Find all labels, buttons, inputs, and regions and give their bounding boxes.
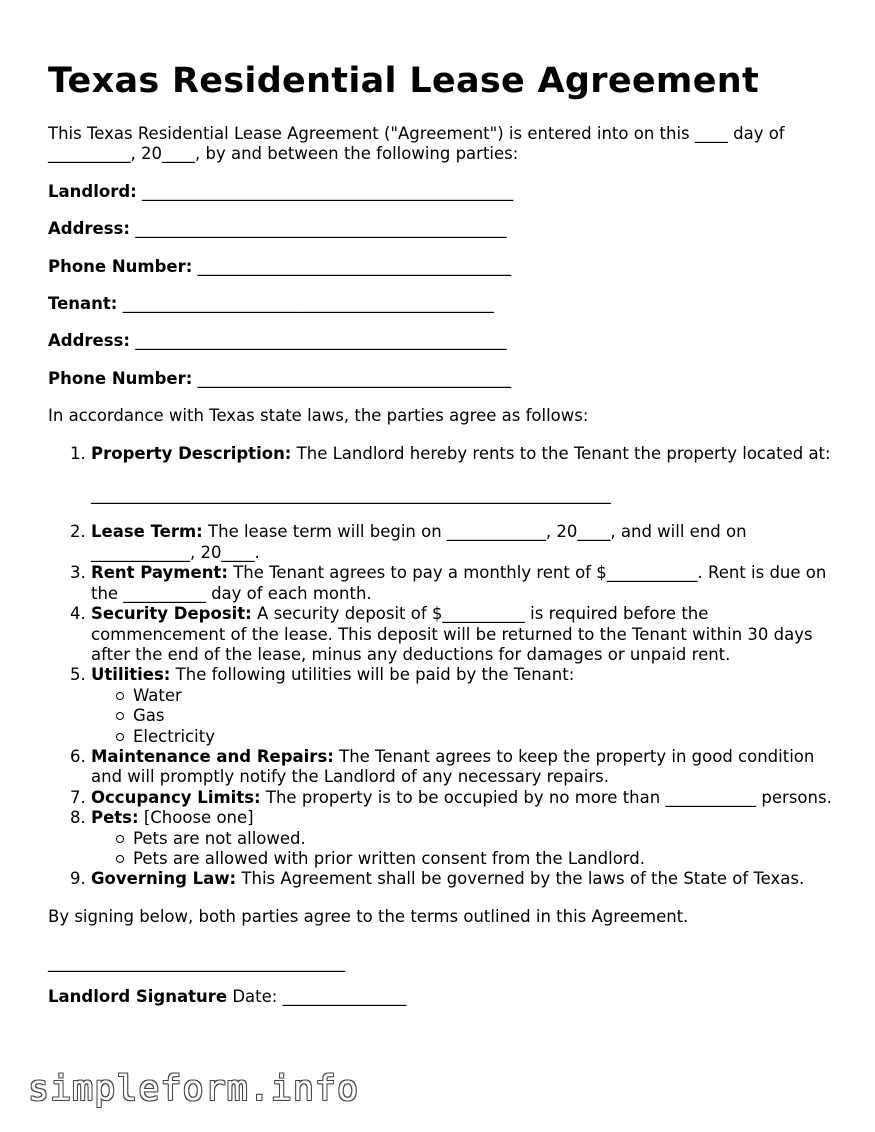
utilities-list <box>91 686 838 747</box>
term-text: The Landlord hereby rents to the Tenant the property located at: <box>296 443 831 463</box>
accordance-paragraph: In accordance with Texas state laws, the parties agree as follows: <box>48 406 589 426</box>
term-security-deposit <box>91 604 838 665</box>
term-heading: Rent Payment: <box>91 563 228 583</box>
field-blank: _____________________________________________ <box>142 181 514 201</box>
tenant-field <box>48 294 838 314</box>
term-heading: Occupancy Limits: <box>91 787 261 807</box>
term-utilities <box>91 665 838 747</box>
term-text: The Tenant agrees to keep the property in good condition and will promptly notify the Landlord of any necessary repairs. <box>91 746 815 787</box>
field-blank: _____________________________________________ <box>135 331 507 351</box>
term-rent-payment <box>91 563 838 604</box>
field-label: Address: <box>48 331 130 351</box>
term-maintenance-repairs <box>91 747 838 788</box>
term-heading: Security Deposit: <box>91 604 252 624</box>
tenant-address-field <box>48 331 838 351</box>
watermark: simpleform.info <box>28 1069 360 1109</box>
closing-paragraph: By signing below, both parties agree to the terms outlined in this Agreement. <box>48 906 689 926</box>
term-heading: Pets: <box>91 808 139 828</box>
terms-list <box>48 444 838 890</box>
field-blank: ______________________________________ <box>197 256 512 276</box>
term-occupancy-limits <box>91 788 838 808</box>
document-title: Texas Residential Lease Agreement <box>48 61 759 101</box>
term-pets <box>91 808 838 869</box>
landlord-phone-field <box>48 257 838 277</box>
term-heading: Property Description: <box>91 443 292 463</box>
signature-row <box>48 987 838 1007</box>
term-heading: Utilities: <box>91 665 171 685</box>
term-property-description <box>91 444 838 506</box>
pet-option: Pets are allowed with prior written consent from the Landlord. <box>133 849 838 869</box>
field-blank: _____________________________________________ <box>122 294 494 314</box>
term-text: The lease term will begin on ____________, 20____, and will end on ____________, 20____. <box>91 522 747 562</box>
term-lease-term <box>91 522 838 563</box>
field-label: Landlord: <box>48 181 137 201</box>
landlord-address-field <box>48 219 838 239</box>
term-heading: Maintenance and Repairs: <box>91 746 334 766</box>
pets-options-list <box>91 829 838 870</box>
signature-label: Landlord Signature <box>48 986 228 1006</box>
landlord-field <box>48 182 838 202</box>
field-label: Address: <box>48 219 130 239</box>
term-heading: Lease Term: <box>91 522 203 542</box>
term-text: This Agreement shall be governed by the laws of the State of Texas. <box>241 869 805 889</box>
field-label: Tenant: <box>48 294 118 314</box>
pet-option: Pets are not allowed. <box>133 829 838 849</box>
field-label: Phone Number: <box>48 368 193 388</box>
signature-line: ____________________________________ <box>48 953 345 973</box>
term-text: [Choose one] <box>143 808 254 828</box>
tenant-phone-field <box>48 369 838 389</box>
document-page <box>48 58 838 1007</box>
term-text: A security deposit of $__________ is required before the commencement of the lease. This deposit will be returned to the Tenant within 30 days after the end of the lease, minus any deductions for damages or unpaid rent. <box>91 604 813 664</box>
utility-item: Water <box>133 686 838 706</box>
term-heading: Governing Law: <box>91 869 237 889</box>
date-label: Date: <box>232 986 278 1006</box>
term-text: The Tenant agrees to pay a monthly rent of $___________. Rent is due on the __________ day of each month. <box>91 563 827 603</box>
term-text: The property is to be occupied by no more than ___________ persons. <box>265 787 832 807</box>
utility-item: Gas <box>133 706 838 726</box>
intro-paragraph: This Texas Residential Lease Agreement ("Agreement") is entered into on this ____ day of __________, 20____, by and between the following parties: <box>48 124 785 164</box>
property-address-blank: _______________________________________________________________ <box>91 485 611 505</box>
term-text: The following utilities will be paid by the Tenant: <box>175 665 575 685</box>
term-governing-law <box>91 869 838 889</box>
field-blank: _____________________________________________ <box>135 219 507 239</box>
utility-item: Electricity <box>133 727 838 747</box>
field-blank: ______________________________________ <box>197 368 512 388</box>
date-blank: _______________ <box>282 986 407 1006</box>
field-label: Phone Number: <box>48 256 193 276</box>
